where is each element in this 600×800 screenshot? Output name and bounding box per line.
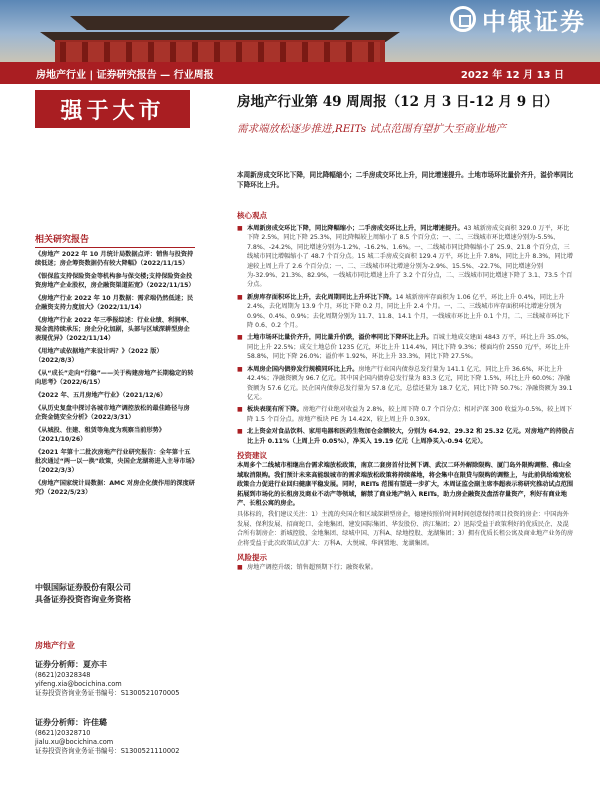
related-reports-list	[35, 250, 195, 501]
core-view-item	[237, 427, 575, 446]
palace-roof-upper	[70, 16, 350, 30]
core-view-text: 百城土地成交建面 4843 万平，环比上升 35.0%，同比上升 22.5%；成交土地总价 1235 亿元，环比上升 114.4%，同比下降 9.3%；楼面均价 2550 元/平，环比上升 58.8%，同比下降 26.0%；溢价率 1.92%，环比上升 33.3%，同比下降 27.5%。	[247, 334, 573, 361]
core-view-lead: 土地市场环比量价齐升，同比量升价跌，溢价率同比下降环比上升。	[247, 334, 433, 342]
related-report-item[interactable]: 《从历史复盘中探讨各城市地产调控放松的最佳路径与房企资金链安全分析》（2022/3/31）	[35, 405, 190, 421]
related-report-item[interactable]: 《房地产 2022 年 10 月统计局数据点评：销售与投资持续低迷；房企筹资数据仍有较大降幅》（2022/11/15）	[35, 251, 194, 267]
core-view-text: 43 城新房成交面积 329.0 万平，环比下降 2.5%，同比下降 25.3%，同比降幅较上周缩小了 8.5 个百分点；一、二、三线城市环比增速分别为-5.5%、7.8%、-24.2%，同比增速分别为-1.2%、-16.2%、1.6%。一、二线城市同比降幅缩小了 25.9、21.8 个百分点，三线城市同比增幅缩小了 48.7 个百分点。15 城二手房成交面积 129.4 万平，环比上升 7.8%，同比上升 8.3%，同比增速较上周上升了 2.6 个百分点；一、二、三线城市环比增速分别为-2.9%、15.5%、-22.7%，同比增速分别为-32.9%、21.3%、82.9%，一线城市同比增速上升了 3.2 个百分点，二、三线城市同比增速下降了 3.1、73.5 个百分点。	[247, 225, 573, 289]
related-report-item[interactable]: 《房地产行业 2022 年 10 月数据：需求端仍然低迷；民企融资支持力度加大》（2022/11/14）	[35, 295, 194, 311]
company-info	[35, 582, 195, 606]
report-subtitle: 需求端放松逐步推进,REITs 试点范围有望扩大至商业地产	[237, 123, 507, 135]
core-view-lead: 新房库存面积环比上升，去化周期同比上升环比下降。	[247, 293, 396, 301]
investment-text-bold: 本周多个二线城市相继出台需求端放松政策，南京二套房首付比例下调、武汉二环外解除限购、厦门岛外限购调整、佛山全域取消限购。我们预计未来高能级城市的需求端放松政策将持续落地，将会集中在限贷与限购的调整上，与此前供给端宽松政策合力促进行业回归健康平稳发展。同时，REITs 范围有望进一步扩大，本周证监会副主席李超表示将研究推动试点范围拓展到市场化的长租房及商业不动产等领域，解禁了商业地产纳入 REITs，助力房企融资及盘活存量资产，利好有商业地产、长租公寓的房企。	[237, 461, 574, 508]
risk-item: ■ 房地产调控升级；销售超预期下行；融资收紧。	[237, 563, 575, 572]
core-view-lead: 本周房企国内债券发行规模同环比上升。	[247, 365, 359, 373]
related-report-item[interactable]: 《从城投、住建、租赁等角度为观察当前形势》（2021/10/26）	[35, 427, 165, 443]
palace-pillars	[60, 42, 380, 62]
core-view-item	[237, 405, 575, 424]
related-report-item[interactable]: 《2021 年第十二批次房地产行业研究报告：全年第十五批次通过“两一以一换”政策，央国企龙湖将进入主导市场》（2022/3/3）	[35, 449, 195, 474]
analyst-cert: 证券投资咨询业务证书编号：S1300521070005	[35, 689, 180, 697]
report-summary: 本周新房成交环比下降，同比降幅缩小；二手房成交环比上升，同比增速提升。土地市场环比量价齐升，溢价率同比下降环比上升。	[237, 171, 574, 189]
related-report-item[interactable]: 《2022 年、五月房地产行业》（2021/12/6）	[35, 392, 167, 399]
analyst-email[interactable]: jialu.xu@bocichina.com	[35, 738, 114, 746]
analyst-block	[35, 718, 200, 756]
left-column	[35, 90, 195, 128]
header-bar	[0, 62, 600, 84]
related-report-item[interactable]: 《房地产国家统计局数据：AMC 对房企化债作用的深度研究》（2022/5/23）	[35, 480, 195, 496]
core-view-item	[237, 224, 575, 290]
related-report-item[interactable]: 《从“成长”走向“行稳”——关于构建房地产长期稳定的转向思考》（2022/6/15）	[35, 370, 194, 386]
brand-logo	[450, 4, 586, 34]
analyst-email[interactable]: yifeng.xia@bocichina.com	[35, 680, 122, 688]
core-view-text: 14 城新房库存面积为 1.06 亿平，环比上升 0.4%，同比上升 2.4%，去化周期为 13.9 个月，环比下降 0.2 月，同比上升 2.4 个月。一、二、三线城市库存面积环比增速分别为 0.9%、0.4%、0.9%；去化周期分别为 11.7、11.8、14.1 个月，一线城市环比上升 0.1 个月，二、三线城市环比下降 0.6、0.2 个月。	[247, 293, 570, 330]
report-date: 2022 年 12 月 13 日	[460, 69, 564, 81]
core-view-item	[237, 365, 575, 403]
investment-text	[237, 461, 575, 509]
analyst-name: 证券分析师：夏亦丰	[35, 660, 107, 669]
related-report-item[interactable]: 《银保监支持保险资金等机构参与保交楼;支持保险资金投资房地产企业股权，房企融资渠道拓宽》（2022/11/15）	[35, 273, 195, 289]
core-view-lead: 本周新房成交环比下降，同比降幅缩小；二手房成交环比上升，同比增速提升。	[247, 225, 464, 232]
header-banner	[0, 0, 600, 62]
risk-heading: 风险提示	[237, 553, 267, 563]
core-views	[237, 210, 575, 572]
analyst-name: 证券分析师：许佳璐	[35, 718, 107, 727]
core-view-text: 房地产行业国内债券总发行量为 141.1 亿元，同比上升 36.6%，环比上升 42.4%；净融资额为 96.7 亿元。其中国企国内债券总发行量为 83.3 亿元，同比下降 1.5%，环比上升 60.0%；净融资额为 57.6 亿元。民企国内债券总发行量为 57.8 亿元，总偿还量为 18.7 亿元，同比下降 50.7%；净融资额为 39.1 亿元。	[247, 365, 573, 401]
logo-text: 中银证券	[482, 6, 586, 36]
investment-heading: 投资建议	[237, 450, 267, 460]
analyst-cert: 证券投资咨询业务证书编号：S1300521110002	[35, 747, 180, 755]
core-view-item	[237, 333, 575, 361]
core-view-lead: 北上资金对食品饮料、家用电器和医药生物加仓金额较大，分别为 64.92、29.32 和 25.32 亿元。对房地产的持股占比上升 0.11%（上周上升 0.05%），净买入 19.19 亿元（上周净买入-0.94 亿元）。	[247, 428, 575, 445]
analyst-block	[35, 660, 200, 698]
core-view-text: 房地产行业绝对收益为 2.8%，较上周下降 0.7 个百分点；相对沪深 300 收益为-0.5%，较上周下降 1.5 个百分点。房地产板块 PE 为 14.42X，较上周上升 0.39X。	[247, 406, 573, 423]
core-view-item	[237, 293, 575, 331]
company-qualification: 具备证券投资咨询业务资格	[35, 595, 131, 604]
analyst-phone: (8621)20328348	[35, 671, 91, 679]
core-views-heading: 核心观点	[237, 211, 267, 220]
analyst-phone: (8621)20328710	[35, 729, 91, 737]
related-report-item[interactable]: 《用地产或依据地产来设计吗？》（2022 版）（2022/8/3）	[35, 348, 163, 364]
core-view-lead: 板块表现有所下降。	[247, 406, 303, 414]
sector-label: 房地产行业	[35, 641, 75, 650]
investment-targets: 具体标的，我们建议关注：1）主流的央国企和区域深耕型房企，德建按照价时间时间创意保持项目投资的房企：中国海外发展、保利发展、招商蛇口、金地集团、建发国际集团、华发股份、滨江集团；2）迅际受益于政策利好的优质民企、及混合所有制房企：新城控股、金地集团、绿城中国、万科A、绿地控股、龙湖集团；3）拥有优质长租公寓及商业地产业务的房企将受益于此次政策试点扩大：万科A、大悦城、华润置地、龙湖集团。	[237, 510, 574, 547]
related-report-item[interactable]: 《房地产行业 2022 年三季报综述：行业业绩、利润率、现金流持续承压；房企分化加剧，头部与区域深耕型房企表现优异》（2022/11/14）	[35, 317, 193, 342]
report-category: 房地产行业 | 证券研究报告 — 行业周报	[36, 69, 214, 81]
rating-badge: 强于大市	[35, 90, 190, 128]
report-title: 房地产行业第 49 周周报（12 月 3 日-12 月 9 日）	[237, 94, 558, 110]
company-name: 中银国际证券股份有限公司	[35, 583, 131, 592]
related-reports-heading: 相关研究报告	[35, 232, 195, 248]
bank-logo-icon	[450, 6, 476, 32]
